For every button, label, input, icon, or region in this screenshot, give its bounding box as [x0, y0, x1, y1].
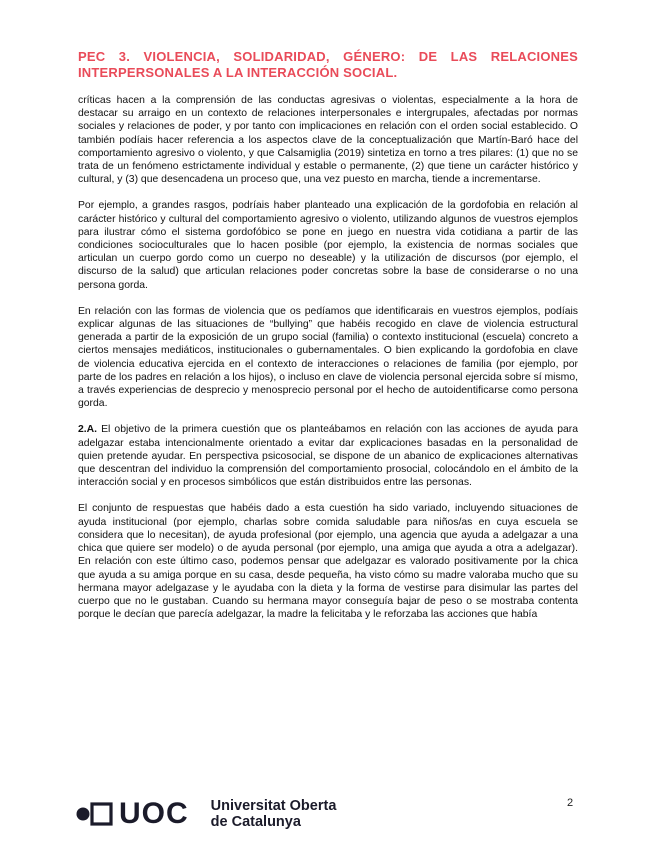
university-name-line2: de Catalunya	[210, 814, 301, 830]
page-number: 2	[567, 797, 574, 809]
page-header-title: PEC 3. VIOLENCIA, SOLIDARIDAD, GÉNERO: DE LAS RELACIONES INTERPERSONALES A LA INTERACCIÓN SOCIAL.	[78, 49, 578, 80]
uoc-logo-text: UOC	[119, 797, 189, 830]
paragraph-1: críticas hacen a la comprensión de las conductas agresivas o violentas, especialmente a la hora de destacar su arraigo en un contexto de relaciones interpersonales e intergrupales, afectadas por normas sociales y relaciones de poder, y por tanto con implicaciones en relación con el orden social establecido. O también podíais hacer referencia a los aspectos clave de la conceptualización que Martín-Baró hace del comportamiento agresivo o violento, y que Calsamiglia (2019) sintetiza en torno a tres pilares: (1) que no se trata de un fenómeno estrictamente individual y estable o permanente, (2) que tiene un carácter histórico y cultural, y (3) que desencadena un proceso que, una vez puesto en marcha, tiende a incrementarse.	[78, 95, 578, 186]
uoc-logo	[75, 797, 336, 831]
paragraph-4-text: El objetivo de la primera cuestión que os planteábamos en relación con las acciones de ayuda para adelgazar estaba intencionalmente orientado a evitar dar explicaciones basadas en la personalidad de quien pretende ayudar. En perspectiva psicosocial, se dispone de un abanico de explicaciones alternativas que descentran del individuo la comprensión del comportamiento prosocial, colocándolo en el ámbito de la interacción social y en procesos simbólicos que están distribuidos entre las personas.	[78, 424, 578, 489]
section-label: 2.A.	[78, 424, 98, 436]
uoc-logo-mark-icon	[75, 801, 113, 827]
university-name	[211, 798, 337, 830]
university-name-line1: Universitat Oberta	[210, 798, 337, 814]
paragraph-5: El conjunto de respuestas que habéis dado a esta cuestión ha sido variado, incluyendo situaciones de ayuda institucional (por ejemplo, charlas sobre comida saludable para niños/as en cuya escuela se considera que lo necesitan), de ayuda profesional (por ejemplo, una agencia que ayuda a adelgazar a una chica que quiere ser modelo) o de ayuda personal (por ejemplo, una amiga que ayuda a otra a adelgazar). En relación con este último caso, podemos pensar que adelgazar es valorado positivamente por la chica que ayuda a su amiga porque en su casa, desde pequeña, ha visto cómo su madre valoraba mucho que su hermana mayor adelgazase y le ayudaba con la dieta y la forma de vestirse para disimular las partes del cuerpo que no le gustaban. Cuando su hermana mayor conseguía bajar de peso o se mostraba contenta porque le decían que parecía adelgazar, la madre la felicitaba y le reforzaba las acciones que había	[78, 503, 578, 621]
paragraph-4	[78, 423, 578, 489]
paragraph-3: En relación con las formas de violencia que os pedíamos que identificarais en vuestros ejemplos, podíais explicar algunas de las situaciones de “bullying” que habéis recogido en clave de violencia estructural generada a partir de la exposición de un grupo social (familia) o contexto institucional (escuela) concreto a ciertos mensajes mediáticos, institucionales o gubernamentales. O bien explicando la gordofobia en clave de violencia educativa ejercida en el contexto de interacciones o relaciones de familia (por ejemplo, por parte de los padres en relación a los hijos), o incluso en clave de violencia personal ejercida sobre sí mismo, a través experiencias de desprecio y menosprecio personal por el hecho de autoidentificarse como persona gorda.	[78, 305, 578, 410]
paragraph-2: Por ejemplo, a grandes rasgos, podríais haber planteado una explicación de la gordofobia en relación al carácter histórico y cultural del comportamiento agresivo o violento, utilizando algunos de vuestros ejemplos para ilustrar cómo el sistema gordofóbico se pone en juego en nuestra vida cotidiana a partir de las condiciones socioculturales que lo hacen posible (por ejemplo, la existencia de normas sociales que articulan un cuerpo gordo como un cuerpo no deseable) y la utilización de discursos (por ejemplo, el discurso de la salud) que articulan relaciones poder concretas sobre la base de considerarse o no una persona gorda.	[78, 200, 578, 291]
document-body	[78, 94, 578, 634]
